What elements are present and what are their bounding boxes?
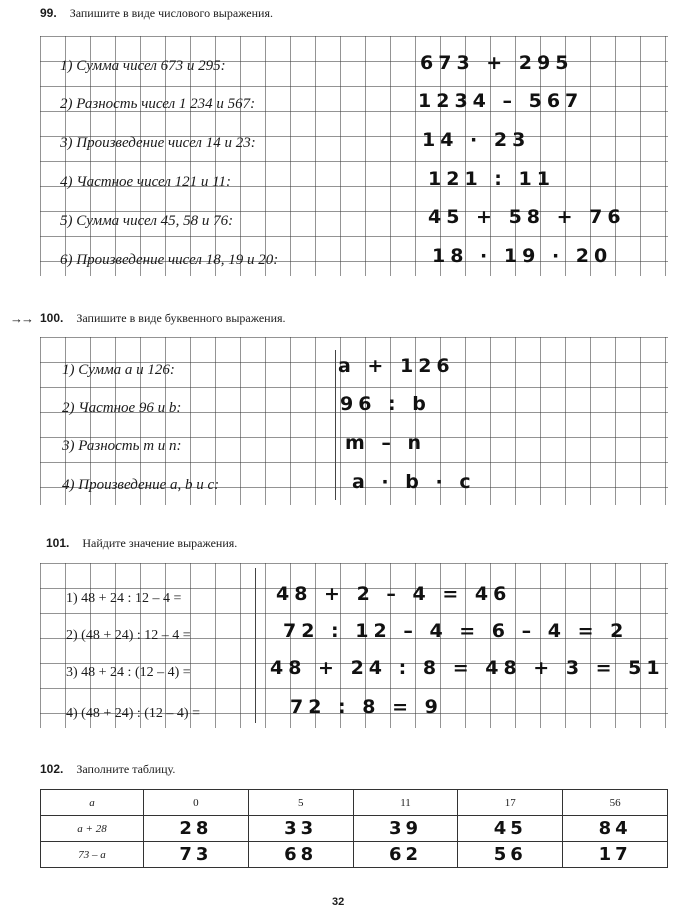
answer-99-5: 45 + 58 + 76 [428,206,626,228]
table-cell: 56 [458,842,563,868]
task-101-1: 1) 48 + 24 : 12 – 4 = [66,591,182,606]
arrow-marker-icon: →→ [10,311,32,326]
task-99-6: 6) Произведение чисел 18, 19 и 20: [60,252,279,268]
task-100-3: 3) Разность m и n: [62,438,182,454]
task-99-2: 2) Разность чисел 1 234 и 567: [60,96,256,112]
task-101-4: 4) (48 + 24) : (12 – 4) = [66,706,200,721]
task-101-3: 3) 48 + 24 : (12 – 4) = [66,665,191,680]
table-cell: 28 [144,816,249,842]
table-cell: 17 [563,842,668,868]
table-cell: 68 [248,842,353,868]
answer-100-2: 96 : b [340,393,431,415]
header-label: a [41,790,144,816]
table-cell: 39 [353,816,458,842]
answer-101-3: 48 + 24 : 8 = 48 + 3 = 51 [270,657,665,679]
answer-99-6: 18 · 19 · 20 [432,245,613,267]
answer-100-1: a + 126 [338,355,455,377]
exercise-100-header [40,311,286,326]
column-header: 11 [353,790,458,816]
answer-99-3: 14 · 23 [422,129,531,151]
answer-99-1: 673 + 295 [420,52,574,74]
answer-99-4: 121 : 11 [428,168,555,190]
task-100-4: 4) Произведение a, b и c: [62,477,220,493]
column-header: 0 [144,790,249,816]
answer-101-1: 48 + 2 – 4 = 46 [276,583,512,605]
task-101-2: 2) (48 + 24) : 12 – 4 = [66,628,191,643]
exercise-number: 99. [40,6,57,20]
row-label: 73 – a [41,842,144,868]
task-99-5: 5) Сумма чисел 45, 58 и 76: [60,213,234,229]
answer-99-2: 1234 – 567 [418,90,584,112]
answer-divider [255,568,256,723]
exercise-number: 101. [46,536,70,550]
task-99-4: 4) Частное чисел 121 и 11: [60,174,231,190]
task-100-2: 2) Частное 96 и b: [62,400,182,416]
task-100-1: 1) Сумма a и 126: [62,362,175,378]
table-row [41,842,668,868]
answer-101-2: 72 : 12 – 4 = 6 – 4 = 2 [283,620,629,642]
answer-100-4: a · b · c [352,471,476,493]
table-cell: 45 [458,816,563,842]
page-number: 32 [332,896,345,908]
answer-100-3: m – n [345,432,427,454]
exercise-101-header [46,536,237,551]
answer-divider [335,350,336,500]
table-cell: 84 [563,816,668,842]
column-header: 56 [563,790,668,816]
values-table [40,789,668,868]
exercise-instruction: Найдите значение выражения. [82,536,238,550]
exercise-instruction: Заполните таблицу. [76,762,176,776]
table-header-row [41,790,668,816]
exercise-102-header [40,762,175,777]
column-header: 17 [458,790,563,816]
table-cell: 62 [353,842,458,868]
column-header: 5 [248,790,353,816]
table-cell: 73 [144,842,249,868]
task-99-3: 3) Произведение чисел 14 и 23: [60,135,256,151]
exercise-number: 102. [40,762,64,776]
task-99-1: 1) Сумма чисел 673 и 295: [60,58,226,74]
exercise-number: 100. [40,311,64,325]
row-label: a + 28 [41,816,144,842]
exercise-99-header [40,6,273,21]
exercise-instruction: Запишите в виде буквенного выражения. [76,311,286,325]
table-cell: 33 [248,816,353,842]
answer-101-4: 72 : 8 = 9 [290,696,443,718]
exercise-instruction: Запишите в виде числового выражения. [69,6,273,20]
table-row [41,816,668,842]
